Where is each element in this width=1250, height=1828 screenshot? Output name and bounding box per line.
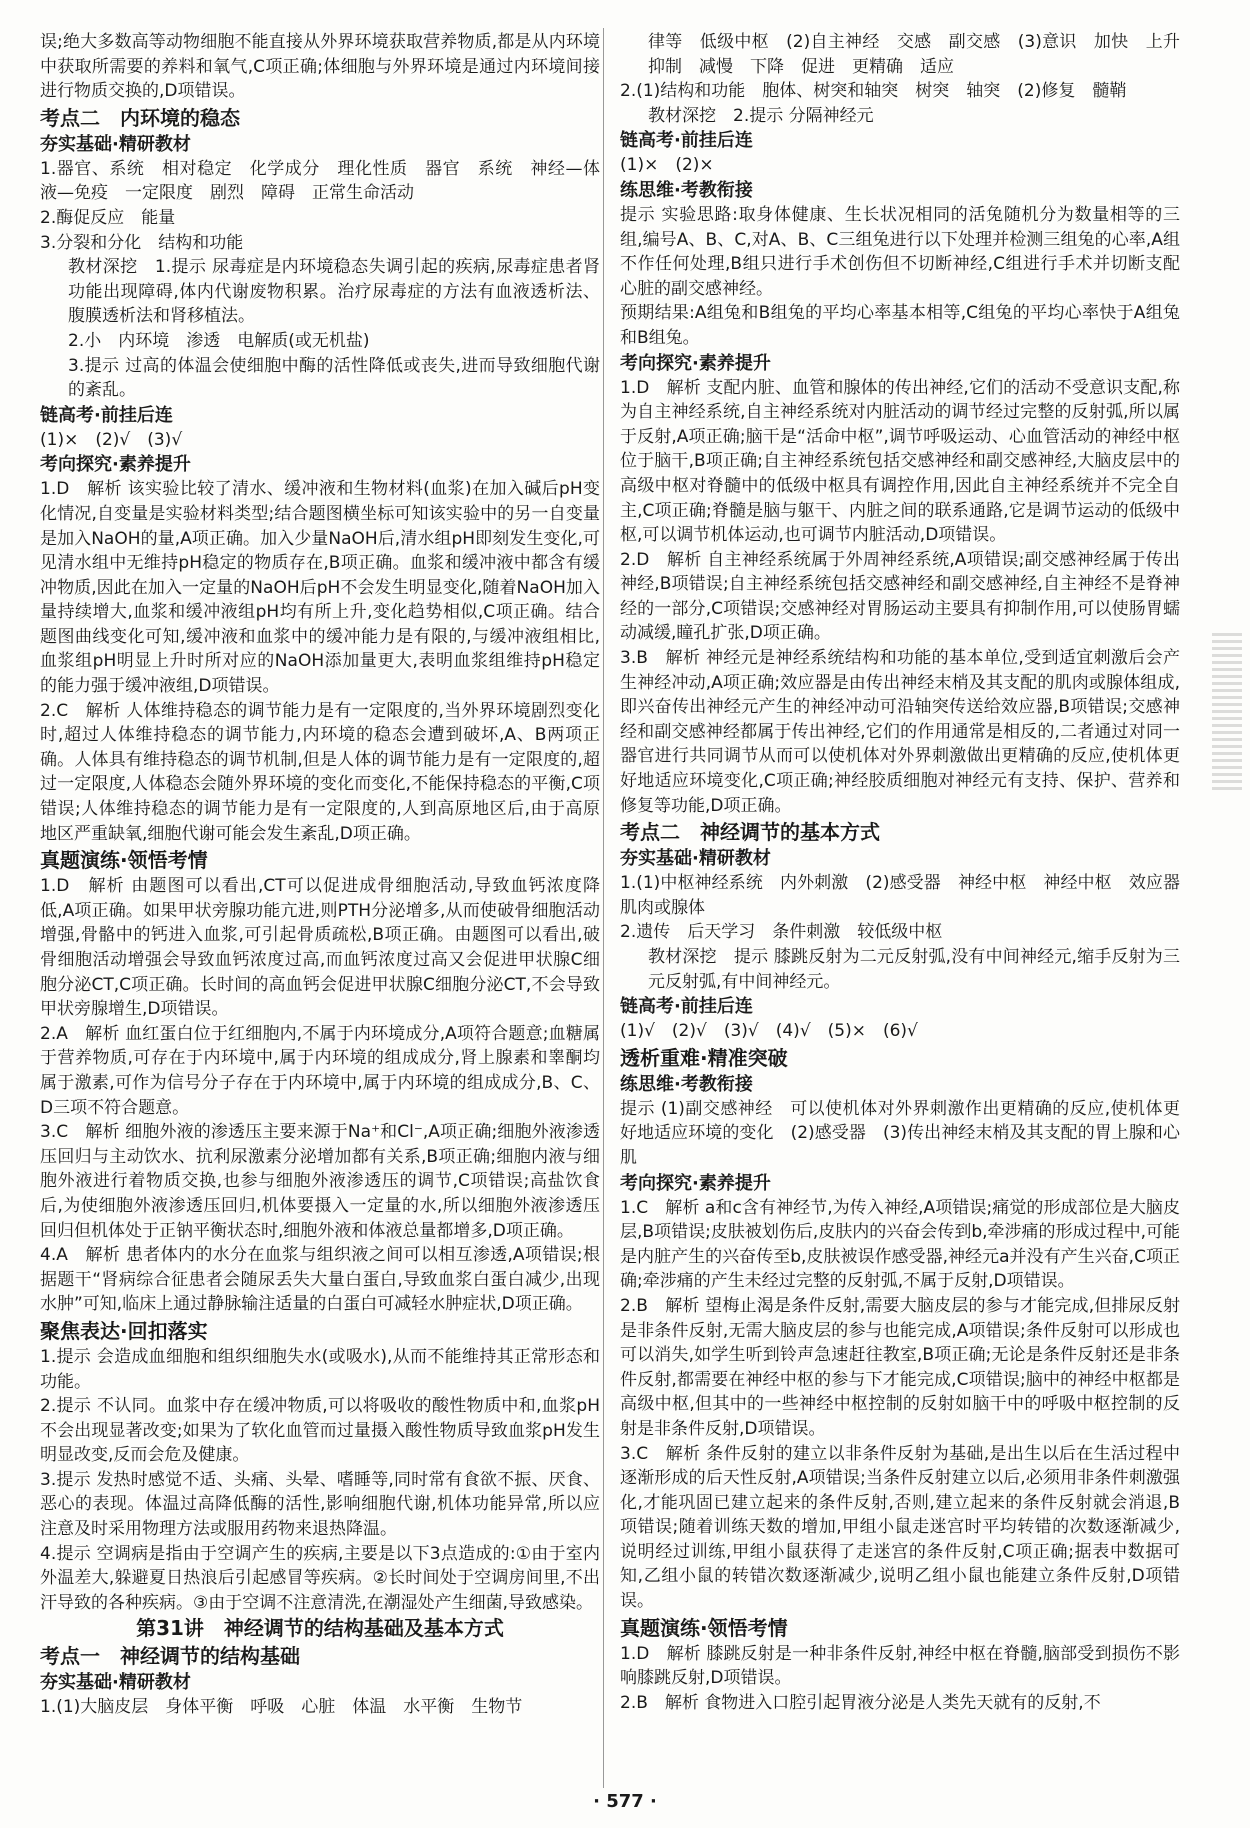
column-divider xyxy=(603,28,604,1788)
paragraph: 2.B 解析 望梅止渴是条件反射,需要大脑皮层的参与才能完成,但排尿反射是非条件反射,无需大脑皮层的参与也能完成,A项错误;条件反射可以形成也可以消失,如学生听到铃声急速赶往教室,B项正确;无论是条件反射还是非条件反射,都需要在神经中枢的参与下才能完成,C项错误;脑中的神经中枢都是高级中枢,但其中的一些神经中枢控制的反射如脑干中的呼吸中枢控制的反射是非条件反射,D项错误。 xyxy=(620,1295,1180,1439)
paragraph: 2.C 解析 人体维持稳态的调节能力是有一定限度的,当外界环境剧烈变化时,超过人体维持稳态的调节能力,内环境的稳态会遭到破坏,A、B两项正确。人体具有维持稳态的调节机制,但是人体的调节能力是有一定限度的,超过一定限度,人体稳态会随外界环境的变化而变化,不能保持稳态的平衡,C项错误;人体维持稳态的调节能力是有一定限度的,人到高原地区后,由于高原地区严重缺氧,细胞代谢可能会发生紊乱,D项正确。 xyxy=(40,700,600,844)
subsection-heading: 链高考·前挂后连 xyxy=(40,404,173,426)
paragraph: 1.D 解析 支配内脏、血管和腺体的传出神经,它们的活动不受意识支配,称为自主神经系统,自主神经系统对内脏活动的调节经过完整的反射弧,所以属于反射,A项正确;脑干是“活命中枢”,调节呼吸运动、心血管活动的神经中枢位于脑干,B项正确;自主神经系统包括交感神经和副交感神经,大脑皮层中的高级中枢对脊髓中的低级中枢具有调控作用,因此自主神经系统并不完全自主,C项正确;脊髓是脑与躯干、内脏之间的联系通路,它是调节运动的低级中枢,可以调节机体运动,也可调节内脏活动,D项错误。 xyxy=(620,377,1180,546)
paragraph: (1)× (2)× xyxy=(620,155,714,176)
subsection-heading: 链高考·前挂后连 xyxy=(620,130,753,152)
paragraph: (1)× (2)√ (3)√ xyxy=(40,429,183,450)
paragraph: 3.提示 发热时感觉不适、头痛、头晕、嗜睡等,同时常有食欲不振、厌食、恶心的表现。体温过高降低酶的活性,影响细胞代谢,机体功能异常,所以应注意及时采用物理方法或服用药物来退热降温。 xyxy=(40,1469,600,1540)
subsection-heading: 考向探究·素养提升 xyxy=(620,1172,771,1194)
paragraph: 1.D 解析 膝跳反射是一种非条件反射,神经中枢在脊髓,脑部受到损伤不影响膝跳反射,D项错误。 xyxy=(620,1643,1180,1689)
paragraph: 2.小 内环境 渗透 电解质(或无机盐) xyxy=(68,330,370,351)
subsection-heading: 考向探究·素养提升 xyxy=(40,454,191,476)
paragraph: 2.遗传 后天学习 条件刺激 较低级中枢 xyxy=(620,922,943,943)
paragraph: 1.(1)大脑皮层 身体平衡 呼吸 心脏 体温 水平衡 生物节 xyxy=(40,1697,523,1718)
paragraph: 3.提示 过高的体温会使细胞中酶的活性降低或丧失,进而导致细胞代谢的紊乱。 xyxy=(68,355,600,401)
paragraph: 4.A 解析 患者体内的水分在血浆与组织液之间可以相互渗透,A项错误;根据题干“肾病综合征患者会随尿丢失大量白蛋白,导致血浆白蛋白减少,出现水肿”可知,临床上通过静脉输注适量的白蛋白可减轻水肿症状,D项正确。 xyxy=(40,1245,600,1315)
section-heading: 考点二 神经调节的基本方式 xyxy=(620,820,880,845)
paragraph: 3.C 解析 细胞外液的渗透压主要来源于Na⁺和Cl⁻,A项正确;细胞外液渗透压回归与主动饮水、抗利尿激素分泌增加都有关系,B项正确;细胞内液与细胞外液进行着物质交换,也参与细胞外液渗透压的调节,C项错误;高盐饮食后,为使细胞外液渗透压回归,机体要摄入一定量的水,所以细胞外液渗透压回归但机体处于正钠平衡状态时,细胞外液和体液总量都增多,D项正确。 xyxy=(40,1122,600,1241)
margin-mark xyxy=(1212,630,1242,790)
paragraph: 4.提示 空调病是指由于空调产生的疾病,主要是以下3点造成的:①由于室内外温差大,躲避夏日热浪后引起感冒等疾病。②长时间处于空调房间里,不出汗导致的各种疾病。③由于空调不注意清洗,在潮湿处产生细菌,导致感染。 xyxy=(40,1543,600,1613)
paragraph: 2.A 解析 血红蛋白位于红细胞内,不属于内环境成分,A项符合题意;血糖属于营养物质,可存在于内环境中,属于内环境的组成成分,肾上腺素和睾酮均属于激素,可作为信号分子存在于内环境中,属于内环境的组成成分,B、C、D三项不符合题意。 xyxy=(40,1023,600,1118)
paragraph: 预期结果:A组兔和B组兔的平均心率基本相等,C组兔的平均心率快于A组兔和B组兔。 xyxy=(620,303,1180,348)
section-heading: 聚焦表达·回扣落实 xyxy=(40,1318,208,1343)
section-heading: 考点二 内环境的稳态 xyxy=(40,105,240,130)
page-number: · 577 · xyxy=(593,1791,657,1812)
section-heading: 真题演练·领悟考情 xyxy=(40,848,208,873)
left-column xyxy=(40,30,600,1720)
paragraph: 1.D 解析 由题图可以看出,CT可以促进成骨细胞活动,导致血钙浓度降低,A项正确。如果甲状旁腺功能亢进,则PTH分泌增多,从而使破骨细胞活动增强,骨骼中的钙进入血浆,可引起骨质疏松,B项正确。由题图可以看出,破骨细胞活动增强会导致血钙浓度过高,而血钙浓度过高又会促进甲状腺C细胞分泌CT,C项正确。长时间的高血钙会促进甲状腺C细胞分泌CT,不会导致甲状旁腺增生,D项错误。 xyxy=(40,876,600,1020)
paragraph: 误;绝大多数高等动物细胞不能直接从外界环境获取营养物质,都是从内环境中获取所需要的养料和氧气,C项正确;体细胞与外界环境是通过内环境间接进行物质交换的,D项错误。 xyxy=(40,32,600,102)
paragraph: 2.酶促反应 能量 xyxy=(40,207,176,228)
subsection-heading: 考向探究·素养提升 xyxy=(620,352,771,374)
paragraph: (1)√ (2)√ (3)√ (4)√ (5)× (6)√ xyxy=(620,1021,918,1042)
paragraph: 3.B 解析 神经元是神经系统结构和功能的基本单位,受到适宜刺激后会产生神经冲动,A项正确;效应器是由传出神经末梢及其支配的肌肉或腺体组成,即兴奋传出神经元产生的神经冲动可沿轴突传送给效应器,B项错误;交感神经和副交感神经都属于传出神经,它们的作用通常是相反的,二者通过对同一器官进行共同调节从而可以使机体对外界刺激做出更精确的反应,使机体更好地适应环境变化,C项正确;神经胶质细胞对神经元有支持、保护、营养和修复等功能,D项正确。 xyxy=(620,648,1180,816)
paragraph: 提示 实验思路:取身体健康、生长状况相同的活兔随机分为数量相等的三组,编号A、B、C,对A、B、C三组兔进行以下处理并检测三组兔的心率,A组不作任何处理,B组只进行手术创伤但不切断神经,C组进行手术并切断支配心脏的副交感神经。 xyxy=(620,204,1180,299)
section-heading: 透析重难·精准突破 xyxy=(620,1045,788,1070)
paragraph: 3.分裂和分化 结构和功能 xyxy=(40,232,244,253)
paragraph: 2.(1)结构和功能 胞体、树突和轴突 树突 轴突 (2)修复 髓鞘 xyxy=(620,81,1127,102)
section-heading: 考点一 神经调节的结构基础 xyxy=(40,1644,300,1669)
paragraph: 3.C 解析 条件反射的建立以非条件反射为基础,是出生以后在生活过程中逐渐形成的后天性反射,A项错误;当条件反射建立以后,必须用非条件刺激强化,才能巩固已建立起来的条件反射,否则,建立起来的条件反射就会消退,B项错误;随着训练天数的增加,甲组小鼠走迷宫时平均转错的次数逐渐减少,说明经过训练,甲组小鼠获得了走迷宫的条件反射,C项正确;据表中数据可知,乙组小鼠的转错次数逐渐减少,说明乙组小鼠也能建立条件反射,D项错误。 xyxy=(620,1443,1180,1612)
paragraph: 2.提示 不认同。血浆中存在缓冲物质,可以将吸收的酸性物质中和,血浆pH不会出现显著改变;如果为了软化血管而过量摄入酸性物质导致血浆pH发生明显改变,反而会危及健康。 xyxy=(40,1396,600,1466)
subsection-heading: 练思维·考教衔接 xyxy=(620,1073,753,1095)
right-column xyxy=(620,30,1197,1715)
paragraph: 2.D 解析 自主神经系统属于外周神经系统,A项错误;副交感神经属于传出神经,B项错误;自主神经系统包括交感神经和副交感神经,自主神经不是脊神经的一部分,C项错误;交感神经对胃肠运动主要具有抑制作用,可以使肠胃蠕动减缓,瞳孔扩张,D项正确。 xyxy=(620,549,1180,644)
subsection-heading: 夯实基础·精研教材 xyxy=(620,848,771,870)
lesson-title: 第31讲 神经调节的结构基础及基本方式 xyxy=(136,1616,504,1641)
paragraph: 教材深挖 1.提示 尿毒症是内环境稳态失调引起的疾病,尿毒症患者肾功能出现障碍,体内代谢废物积累。治疗尿毒症的方法有血液透析法、腹膜透析法和肾移植法。 xyxy=(68,257,600,327)
paragraph: 教材深挖 提示 膝跳反射为二元反射弧,没有中间神经元,缩手反射为三元反射弧,有中间神经元。 xyxy=(648,947,1180,992)
paragraph: 教材深挖 2.提示 分隔神经元 xyxy=(648,105,874,126)
subsection-heading: 夯实基础·精研教材 xyxy=(40,1672,191,1694)
paragraph: 1.(1)中枢神经系统 内外刺激 (2)感受器 神经中枢 神经中枢 效应器 肌肉或腺体 xyxy=(620,873,1197,918)
paragraph: 2.B 解析 食物进入口腔引起胃液分泌是人类先天就有的反射,不 xyxy=(620,1692,1101,1713)
paragraph: 1.器官、系统 相对稳定 化学成分 理化性质 器官 系统 神经—体液—免疫 一定限度 剧烈 障碍 正常生命活动 xyxy=(40,158,600,204)
paragraph: 1.提示 会造成血细胞和组织细胞失水(或吸水),从而不能维持其正常形态和功能。 xyxy=(40,1346,600,1392)
subsection-heading: 练思维·考教衔接 xyxy=(620,179,753,201)
paragraph: 1.D 解析 该实验比较了清水、缓冲液和生物材料(血浆)在加入碱后pH变化情况,自变量是实验材料类型;结合题图横坐标可知该实验中的另一自变量是加入NaOH的量,A项正确。加入少量NaOH后,清水组pH即刻发生变化,可见清水组中无维持pH稳定的物质存在,B项正确。血浆和缓冲液中都含有缓冲物质,因此在加入一定量的NaOH后pH不会发生明显变化,随着NaOH加入量持续增大,血浆和缓冲液组pH均有所上升,变化趋势相似,C项正确。结合题图曲线变化可知,缓冲液和血浆中的缓冲能力是有限的,与缓冲液组相比,血浆组pH明显上升时所对应的NaOH添加量更大,表明血浆组维持pH稳定的能力强于缓冲液组,D项错误。 xyxy=(40,479,600,697)
paragraph: 律等 低级中枢 (2)自主神经 交感 副交感 (3)意识 加快 上升 抑制 减慢 下降 促进 更精确 适应 xyxy=(648,32,1197,77)
section-heading: 真题演练·领悟考情 xyxy=(620,1615,788,1640)
subsection-heading: 夯实基础·精研教材 xyxy=(40,133,191,155)
paragraph: 1.C 解析 a和c含有神经节,为传入神经,A项错误;痛觉的形成部位是大脑皮层,B项错误;皮肤被划伤后,皮肤内的兴奋会传到b,牵涉痛的形成过程中,可能是内脏产生的兴奋传至b,皮肤被误作感受器,神经元a并没有产生兴奋,C项正确;牵涉痛的产生未经过完整的反射弧,不属于反射,D项错误。 xyxy=(620,1197,1180,1292)
subsection-heading: 链高考·前挂后连 xyxy=(620,996,753,1018)
paragraph: 提示 (1)副交感神经 可以使机体对外界刺激作出更精确的反应,使机体更好地适应环境的变化 (2)感受器 (3)传出神经末梢及其支配的胃上腺和心肌 xyxy=(620,1098,1180,1168)
